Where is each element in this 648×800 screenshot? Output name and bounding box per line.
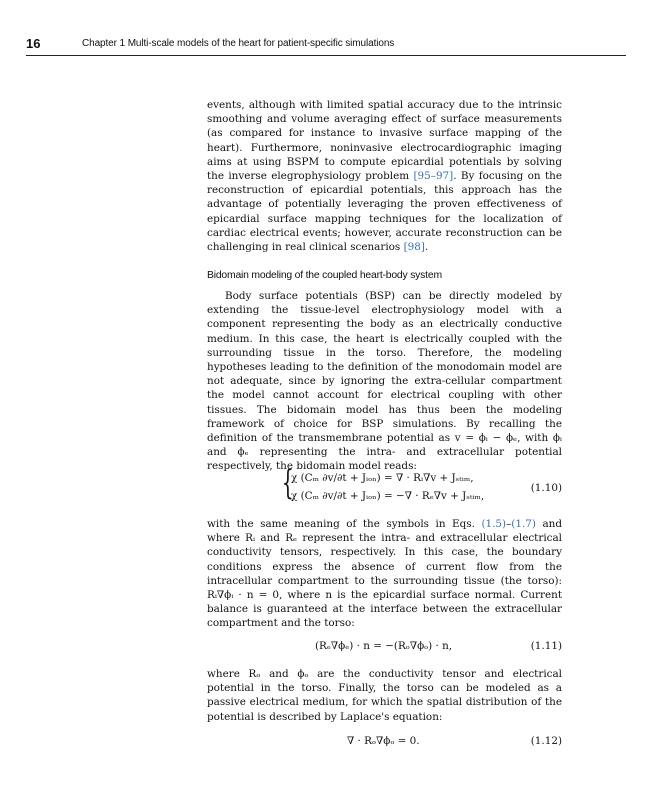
equation-ref-link[interactable]: (1.7) [511,518,536,530]
equation-line: χ (Cₘ ∂v/∂t + Jᵢₒₙ) = ∇ · Rᵢ∇v + Jₛₜᵢₘ, [291,472,474,484]
equation-1-11 [207,640,562,658]
paragraph-intro: events, although with limited spatial accuracy due to the intrinsic smoothing and volume averaging effect of surface measurements (as compared for instance to invasive surface mapping of the heart). Furthermore, noninvasive electrocardiographic imaging aims at using BSPM to compute epicardial potentials by solving the inverse elegrophysiology problem [95–97]. By focusing on the reconstruction of epicardial potentials, this approach has the advantage of potentially leveraging the proven effectiveness of epicardial surface mapping techniques for the localization of cardiac electrical events; however, accurate reconstruction can be challenging in real clinical scenarios [98]. [207,99,562,254]
equation-number: (1.12) [530,735,562,747]
equation-number: (1.11) [530,640,562,652]
equation-1-12 [207,735,562,753]
paragraph-boundary: with the same meaning of the symbols in Eqs. (1.5)–(1.7) and where Rᵢ and Rₑ represent the intra- and extracellular electrical conductivity tensors, respectively. In this case, the boundary conditions express the absence of current flow from the intracellular compartment to the surrounding tissue (the torso): Rᵢ∇ϕᵢ · n = 0, where n is the epicardial surface normal. Current balance is guaranteed at the interface between the extracellular compartment and the torso: [207,518,562,630]
equation-1-10 [207,463,562,510]
section-heading: Bidomain modeling of the coupled heart-body system [207,270,442,281]
chapter-title: Chapter 1 Multi-scale models of the heart for patient-specific simulations [82,38,395,49]
equation-body: (Rₑ∇ϕₑ) · n = −(Rₒ∇ϕₒ) · n, [315,640,453,652]
citation-link[interactable]: [98] [403,241,425,254]
header-rule [26,55,626,56]
paragraph-torso: where Rₒ and ϕₒ are the conductivity tensor and electrical potential in the torso. Finally, the torso can be modeled as a passive electrical medium, for which the spatial distribution of the potential is described by Laplace's equation: [207,668,562,723]
citation-link[interactable]: [95–97] [413,170,454,183]
paragraph-bidomain: Body surface potentials (BSP) can be directly modeled by extending the tissue-level electrophysiology model with a component representing the body as an electrically conductive medium. In this case, the heart is electrically coupled with the surrounding tissue in the torso. Therefore, the modeling hypotheses leading to the definition of the monodomain model are not adequate, since by ignoring the extra-cellular compartment the model cannot account for electrical coupling with other tissues. The bidomain model has thus been the modeling framework of choice for BSP simulations. By recalling the definition of the transmembrane potential as v = ϕᵢ − ϕₑ, with ϕᵢ and ϕₑ representing the intra- and extracellular potential respectively, the bidomain model reads: [207,290,562,473]
page-number: 16 [26,36,41,51]
brace-symbol: { [281,463,294,503]
running-header [26,38,626,52]
equation-body: ∇ · Rₒ∇ϕₒ = 0. [347,735,420,747]
equation-ref-link[interactable]: (1.5) [481,518,507,530]
equation-line: χ (Cₘ ∂v/∂t + Jᵢₒₙ) = −∇ · Rₑ∇v + Jₛₜᵢₘ, [291,490,485,502]
equation-number: (1.10) [530,482,562,494]
